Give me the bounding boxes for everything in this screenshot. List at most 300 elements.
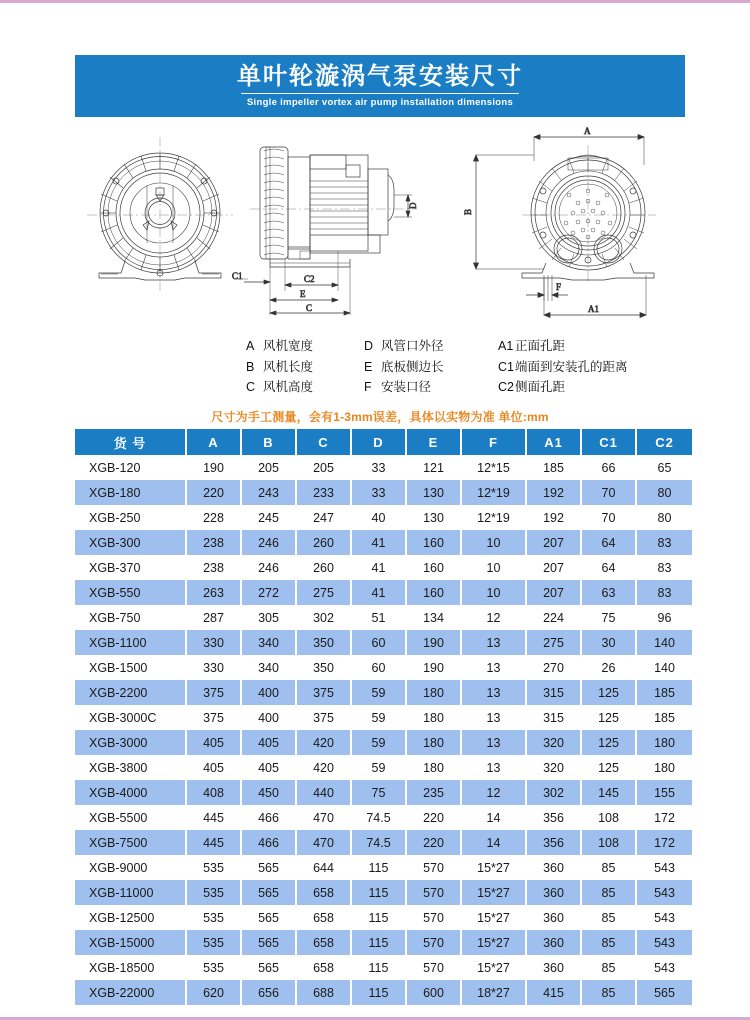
cell-f: 15*27 (462, 880, 527, 905)
legend-key: C (246, 380, 256, 394)
cell-e: 180 (407, 705, 462, 730)
cell-f: 15*27 (462, 855, 527, 880)
cell-c2: 543 (637, 905, 692, 930)
cell-model: XGB-22000 (75, 980, 187, 1005)
cell-d: 115 (352, 930, 407, 955)
cell-c2: 543 (637, 880, 692, 905)
cell-a: 228 (187, 505, 242, 530)
cell-c: 350 (297, 655, 352, 680)
cell-e: 190 (407, 630, 462, 655)
cell-e: 220 (407, 830, 462, 855)
cell-f: 14 (462, 830, 527, 855)
cell-d: 33 (352, 455, 407, 480)
cell-d: 59 (352, 755, 407, 780)
table-row (75, 880, 692, 905)
cell-model: XGB-1500 (75, 655, 187, 680)
cell-b: 405 (242, 730, 297, 755)
technical-drawings (75, 121, 685, 326)
legend-key: C1 (498, 359, 514, 374)
cell-c2: 565 (637, 980, 692, 1005)
cell-c: 658 (297, 905, 352, 930)
cell-f: 13 (462, 705, 527, 730)
cell-f: 13 (462, 680, 527, 705)
legend-item-a1 (498, 336, 565, 357)
cell-b: 246 (242, 555, 297, 580)
table-row (75, 530, 692, 555)
cell-d: 115 (352, 980, 407, 1005)
cell-a1: 320 (527, 755, 582, 780)
table-row (75, 580, 692, 605)
cell-e: 220 (407, 805, 462, 830)
cell-c: 260 (297, 530, 352, 555)
legend-row (246, 336, 666, 357)
cell-d: 59 (352, 680, 407, 705)
table-row (75, 855, 692, 880)
cell-f: 12 (462, 605, 527, 630)
cell-b: 466 (242, 830, 297, 855)
table-row (75, 930, 692, 955)
cell-b: 565 (242, 955, 297, 980)
cell-model: XGB-15000 (75, 930, 187, 955)
cell-b: 400 (242, 680, 297, 705)
cell-e: 180 (407, 755, 462, 780)
table-row (75, 455, 692, 480)
cell-f: 10 (462, 555, 527, 580)
table-row (75, 505, 692, 530)
table-row (75, 705, 692, 730)
legend-value: 侧面孔距 (515, 380, 566, 394)
legend-item-a (246, 336, 364, 357)
cell-c1: 85 (582, 905, 637, 930)
cell-c1: 70 (582, 480, 637, 505)
legend-item-d (364, 336, 498, 357)
table-row (75, 630, 692, 655)
svg-text:B: B (463, 208, 473, 215)
cell-c1: 108 (582, 805, 637, 830)
cell-c2: 80 (637, 480, 692, 505)
cell-b: 272 (242, 580, 297, 605)
cell-a: 287 (187, 605, 242, 630)
cell-a1: 207 (527, 530, 582, 555)
cell-c: 205 (297, 455, 352, 480)
cell-f: 12*19 (462, 480, 527, 505)
cell-e: 160 (407, 530, 462, 555)
cell-c2: 180 (637, 730, 692, 755)
cell-c: 350 (297, 630, 352, 655)
legend-value: 安装口径 (381, 380, 432, 394)
cell-a: 535 (187, 855, 242, 880)
cell-d: 115 (352, 855, 407, 880)
cell-model: XGB-300 (75, 530, 187, 555)
legend-value: 风管口外径 (381, 339, 444, 353)
cell-f: 13 (462, 630, 527, 655)
cell-c1: 108 (582, 830, 637, 855)
cell-d: 41 (352, 555, 407, 580)
cell-a: 405 (187, 755, 242, 780)
cell-d: 60 (352, 630, 407, 655)
cell-a: 190 (187, 455, 242, 480)
cell-a: 535 (187, 880, 242, 905)
cell-model: XGB-9000 (75, 855, 187, 880)
cell-b: 400 (242, 705, 297, 730)
cell-c: 658 (297, 955, 352, 980)
svg-text:A: A (584, 126, 591, 136)
cell-a1: 356 (527, 805, 582, 830)
cell-c: 470 (297, 830, 352, 855)
cell-c1: 66 (582, 455, 637, 480)
cell-a1: 315 (527, 680, 582, 705)
cell-a1: 315 (527, 705, 582, 730)
header-banner (75, 55, 685, 117)
cell-c2: 140 (637, 655, 692, 680)
cell-b: 305 (242, 605, 297, 630)
front-view-drawing (85, 133, 235, 298)
cell-d: 33 (352, 480, 407, 505)
cell-c1: 85 (582, 855, 637, 880)
cell-c: 688 (297, 980, 352, 1005)
legend-key: C2 (498, 380, 514, 394)
cell-c2: 65 (637, 455, 692, 480)
cell-a: 535 (187, 955, 242, 980)
cell-d: 115 (352, 880, 407, 905)
cell-c1: 85 (582, 880, 637, 905)
cell-a: 620 (187, 980, 242, 1005)
cell-e: 121 (407, 455, 462, 480)
cell-a1: 275 (527, 630, 582, 655)
rear-view-drawing (460, 123, 680, 325)
cell-c: 275 (297, 580, 352, 605)
cell-model: XGB-18500 (75, 955, 187, 980)
cell-a: 330 (187, 655, 242, 680)
cell-c2: 543 (637, 955, 692, 980)
legend-value: 风机长度 (263, 359, 314, 374)
cell-c: 233 (297, 480, 352, 505)
cell-d: 41 (352, 530, 407, 555)
column-header-e: E (407, 429, 462, 455)
cell-b: 405 (242, 755, 297, 780)
legend-value: 风机高度 (263, 380, 314, 394)
cell-a: 263 (187, 580, 242, 605)
cell-c2: 180 (637, 755, 692, 780)
spec-sheet-page (0, 3, 750, 1017)
cell-a1: 185 (527, 455, 582, 480)
column-header-model: 货 号 (75, 429, 187, 455)
legend-row (246, 377, 666, 398)
cell-a1: 302 (527, 780, 582, 805)
cell-c1: 85 (582, 980, 637, 1005)
cell-e: 600 (407, 980, 462, 1005)
cell-c2: 140 (637, 630, 692, 655)
cell-model: XGB-4000 (75, 780, 187, 805)
legend-key: F (364, 380, 372, 394)
cell-c1: 63 (582, 580, 637, 605)
cell-c1: 75 (582, 605, 637, 630)
cell-a1: 207 (527, 555, 582, 580)
svg-text:F: F (556, 282, 562, 292)
cell-model: XGB-12500 (75, 905, 187, 930)
cell-a1: 356 (527, 830, 582, 855)
cell-model: XGB-2200 (75, 680, 187, 705)
cell-c: 440 (297, 780, 352, 805)
cell-c2: 96 (637, 605, 692, 630)
cell-e: 160 (407, 555, 462, 580)
cell-a: 375 (187, 680, 242, 705)
cell-model: XGB-120 (75, 455, 187, 480)
cell-a: 445 (187, 830, 242, 855)
cell-a: 445 (187, 805, 242, 830)
column-header-c: C (297, 429, 352, 455)
table-row (75, 480, 692, 505)
banner-title-cn: 单叶轮漩涡气泵安装尺寸 (237, 62, 523, 90)
cell-e: 570 (407, 955, 462, 980)
table-row (75, 680, 692, 705)
table-row (75, 980, 692, 1005)
column-header-b: B (242, 429, 297, 455)
measurement-note: 尺寸为手工测量，会有1-3mm误差，具体以实物为准 单位:mm (211, 410, 549, 424)
cell-a1: 270 (527, 655, 582, 680)
legend-item-e (364, 357, 498, 378)
cell-b: 340 (242, 630, 297, 655)
cell-b: 243 (242, 480, 297, 505)
cell-d: 74.5 (352, 830, 407, 855)
cell-a1: 192 (527, 505, 582, 530)
cell-c2: 543 (637, 855, 692, 880)
cell-f: 14 (462, 805, 527, 830)
cell-f: 12*19 (462, 505, 527, 530)
legend-value: 风机宽度 (263, 339, 314, 353)
cell-d: 41 (352, 580, 407, 605)
legend-item-c1 (498, 357, 628, 378)
cell-c1: 85 (582, 930, 637, 955)
cell-a: 408 (187, 780, 242, 805)
cell-c2: 543 (637, 930, 692, 955)
cell-e: 130 (407, 480, 462, 505)
cell-c: 420 (297, 730, 352, 755)
cell-e: 570 (407, 880, 462, 905)
column-header-d: D (352, 429, 407, 455)
cell-a1: 320 (527, 730, 582, 755)
cell-a1: 207 (527, 580, 582, 605)
cell-c: 375 (297, 705, 352, 730)
cell-b: 205 (242, 455, 297, 480)
cell-c1: 85 (582, 955, 637, 980)
cell-c1: 125 (582, 730, 637, 755)
legend-item-f (364, 377, 498, 398)
cell-c1: 64 (582, 555, 637, 580)
cell-c2: 185 (637, 705, 692, 730)
cell-b: 246 (242, 530, 297, 555)
table-header-row (75, 429, 692, 455)
cell-d: 40 (352, 505, 407, 530)
legend-value: 端面到安装孔的距离 (515, 359, 628, 374)
cell-d: 115 (352, 955, 407, 980)
cell-e: 134 (407, 605, 462, 630)
column-header-f: F (462, 429, 527, 455)
cell-c: 247 (297, 505, 352, 530)
cell-c2: 83 (637, 580, 692, 605)
cell-model: XGB-250 (75, 505, 187, 530)
table-row (75, 830, 692, 855)
cell-f: 10 (462, 580, 527, 605)
cell-model: XGB-750 (75, 605, 187, 630)
column-header-c1: C1 (582, 429, 637, 455)
cell-a1: 360 (527, 955, 582, 980)
column-header-a: A (187, 429, 242, 455)
svg-text:C: C (306, 303, 313, 313)
cell-f: 15*27 (462, 905, 527, 930)
cell-a: 535 (187, 905, 242, 930)
cell-a1: 415 (527, 980, 582, 1005)
cell-c: 658 (297, 930, 352, 955)
side-view-drawing (230, 139, 430, 319)
legend-item-c2 (498, 377, 565, 398)
legend-key: A (246, 339, 255, 353)
cell-b: 656 (242, 980, 297, 1005)
legend-key: E (364, 359, 373, 374)
cell-b: 565 (242, 880, 297, 905)
cell-a1: 224 (527, 605, 582, 630)
table-row (75, 805, 692, 830)
cell-c2: 185 (637, 680, 692, 705)
cell-a: 330 (187, 630, 242, 655)
cell-f: 12*15 (462, 455, 527, 480)
cell-c: 658 (297, 880, 352, 905)
cell-a: 238 (187, 555, 242, 580)
cell-f: 13 (462, 655, 527, 680)
cell-a1: 360 (527, 880, 582, 905)
cell-c: 470 (297, 805, 352, 830)
column-header-c2: C2 (637, 429, 692, 455)
cell-model: XGB-7500 (75, 830, 187, 855)
dimensions-table-wrapper (75, 429, 685, 1005)
cell-d: 75 (352, 780, 407, 805)
table-row (75, 730, 692, 755)
table-row (75, 555, 692, 580)
legend-item-c (246, 377, 364, 398)
cell-f: 18*27 (462, 980, 527, 1005)
svg-text:A1: A1 (588, 304, 599, 314)
cell-f: 12 (462, 780, 527, 805)
cell-c2: 172 (637, 830, 692, 855)
cell-model: XGB-5500 (75, 805, 187, 830)
legend-key: D (364, 339, 374, 353)
dimension-legend (246, 336, 666, 398)
cell-d: 51 (352, 605, 407, 630)
legend-row (246, 357, 666, 378)
svg-text:E: E (300, 289, 306, 299)
cell-c: 260 (297, 555, 352, 580)
cell-d: 59 (352, 730, 407, 755)
cell-model: XGB-180 (75, 480, 187, 505)
table-row (75, 755, 692, 780)
cell-model: XGB-1100 (75, 630, 187, 655)
cell-f: 15*27 (462, 955, 527, 980)
cell-a1: 360 (527, 930, 582, 955)
cell-b: 565 (242, 905, 297, 930)
cell-a: 535 (187, 930, 242, 955)
cell-f: 15*27 (462, 930, 527, 955)
cell-b: 245 (242, 505, 297, 530)
cell-c1: 70 (582, 505, 637, 530)
banner-subtitle-en: Single impeller vortex air pump installation dimensions (246, 97, 514, 109)
cell-c2: 83 (637, 555, 692, 580)
dimensions-table (75, 429, 692, 1005)
cell-c1: 145 (582, 780, 637, 805)
cell-c: 644 (297, 855, 352, 880)
cell-c2: 80 (637, 505, 692, 530)
cell-b: 340 (242, 655, 297, 680)
table-row (75, 655, 692, 680)
cell-c1: 64 (582, 530, 637, 555)
cell-b: 450 (242, 780, 297, 805)
legend-item-b (246, 357, 364, 378)
cell-f: 13 (462, 730, 527, 755)
legend-key: A1 (498, 339, 514, 353)
table-row (75, 780, 692, 805)
cell-c1: 125 (582, 755, 637, 780)
cell-c1: 125 (582, 680, 637, 705)
svg-text:C1: C1 (232, 271, 243, 281)
cell-a: 220 (187, 480, 242, 505)
svg-text:C2: C2 (304, 274, 315, 284)
cell-c2: 83 (637, 530, 692, 555)
cell-e: 235 (407, 780, 462, 805)
cell-model: XGB-550 (75, 580, 187, 605)
column-header-a1: A1 (527, 429, 582, 455)
cell-d: 60 (352, 655, 407, 680)
cell-model: XGB-3000C (75, 705, 187, 730)
cell-c1: 26 (582, 655, 637, 680)
cell-c: 375 (297, 680, 352, 705)
cell-c2: 155 (637, 780, 692, 805)
banner-divider (241, 93, 519, 94)
cell-e: 570 (407, 855, 462, 880)
cell-c1: 125 (582, 705, 637, 730)
legend-value: 正面孔距 (515, 339, 566, 353)
cell-d: 115 (352, 905, 407, 930)
legend-key: B (246, 359, 255, 374)
cell-e: 180 (407, 730, 462, 755)
cell-d: 59 (352, 705, 407, 730)
table-row (75, 605, 692, 630)
cell-model: XGB-11000 (75, 880, 187, 905)
cell-d: 74.5 (352, 805, 407, 830)
cell-model: XGB-3000 (75, 730, 187, 755)
cell-a1: 360 (527, 855, 582, 880)
cell-e: 160 (407, 580, 462, 605)
cell-a1: 360 (527, 905, 582, 930)
cell-a: 375 (187, 705, 242, 730)
cell-e: 570 (407, 930, 462, 955)
cell-f: 13 (462, 755, 527, 780)
cell-c2: 172 (637, 805, 692, 830)
cell-e: 180 (407, 680, 462, 705)
cell-model: XGB-370 (75, 555, 187, 580)
legend-value: 底板侧边长 (381, 359, 444, 374)
cell-a: 238 (187, 530, 242, 555)
cell-c: 420 (297, 755, 352, 780)
cell-e: 130 (407, 505, 462, 530)
cell-e: 190 (407, 655, 462, 680)
cell-c: 302 (297, 605, 352, 630)
table-body (75, 455, 692, 1005)
cell-model: XGB-3800 (75, 755, 187, 780)
svg-text:D: D (408, 202, 418, 209)
table-row (75, 955, 692, 980)
cell-c1: 30 (582, 630, 637, 655)
cell-a: 405 (187, 730, 242, 755)
cell-b: 565 (242, 930, 297, 955)
